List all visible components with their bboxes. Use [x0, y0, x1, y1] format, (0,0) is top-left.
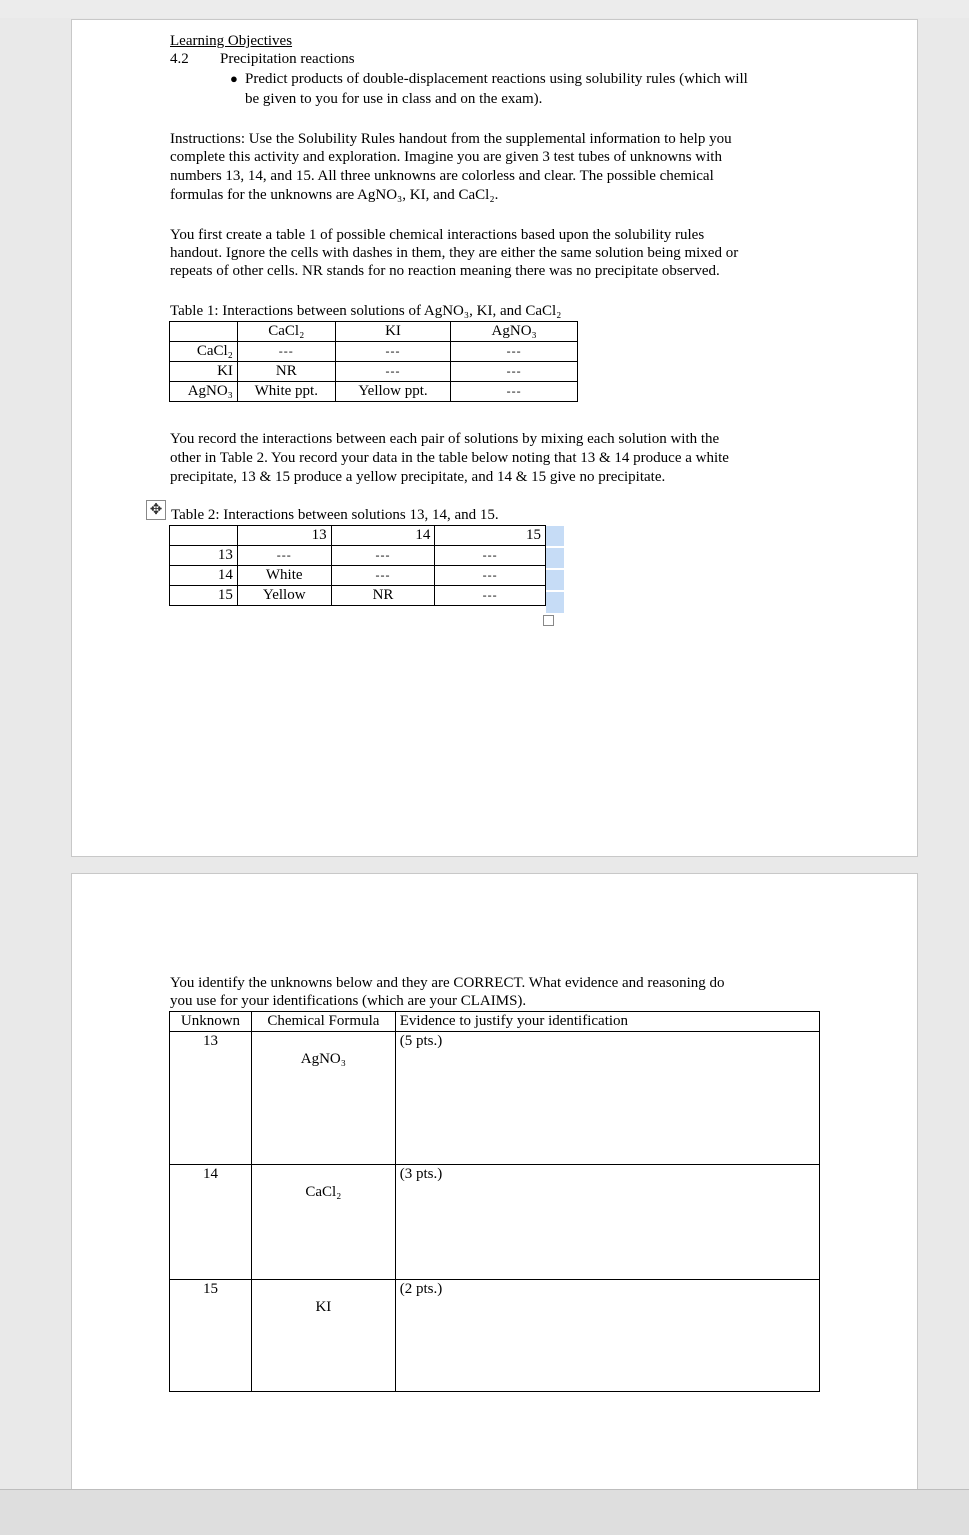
- table1-intro-line-2: handout. Ignore the cells with dashes in them, they are either the same solution being mixed or: [170, 245, 739, 261]
- table2-cell[interactable]: ---: [435, 566, 546, 586]
- table1-cell: ---: [335, 342, 451, 362]
- table2-intro-line-3: precipitate, 13 & 15 produce a yellow precipitate, and 14 & 15 give no precipitate.: [170, 469, 666, 485]
- instructions-line-3: numbers 13, 14, and 15. All three unknowns are colorless and clear. The possible chemical: [170, 168, 714, 184]
- table1-intro-line-3: repeats of other cells. NR stands for no reaction meaning there was no precipitate observed.: [170, 263, 720, 279]
- table2-caption: Table 2: Interactions between solutions 13, 14, and 15.: [171, 507, 499, 523]
- selection-highlight: [546, 526, 564, 546]
- table1-col-header: KI: [335, 322, 451, 342]
- objective-bullet-line-2: be given to you for use in class and on the exam).: [245, 91, 543, 107]
- table3-unknown: 13: [170, 1032, 252, 1165]
- table3-row: [170, 1165, 820, 1280]
- table2-cell[interactable]: White: [237, 566, 331, 586]
- table1-row: [170, 382, 578, 402]
- table2-intro-line-2: other in Table 2. You record your data in the table below noting that 13 & 14 produce a white: [170, 450, 729, 466]
- table2-row: [170, 586, 546, 606]
- selection-highlight: [546, 592, 564, 613]
- instructions-line-1: Instructions: Use the Solubility Rules handout from the supplemental information to help you: [170, 131, 732, 147]
- table2-cell[interactable]: ---: [435, 546, 546, 566]
- table1-cell: ---: [451, 382, 578, 402]
- table1-header-row: [170, 322, 578, 342]
- window-top-bar: [0, 0, 969, 18]
- table1-cell: Yellow ppt.: [335, 382, 451, 402]
- table1-col-header: AgNO₃: [451, 322, 578, 342]
- table1-row: [170, 342, 578, 362]
- table2-row-label[interactable]: 13: [170, 546, 238, 566]
- identify-intro-line-2: you use for your identifications (which are your CLAIMS).: [170, 993, 527, 1009]
- objective-number: 4.2: [170, 51, 189, 67]
- table-1: [169, 321, 578, 402]
- objective-topic: Precipitation reactions: [220, 51, 355, 67]
- table3-row: [170, 1280, 820, 1392]
- table-3: [169, 1011, 820, 1392]
- table2-col-header[interactable]: 14: [331, 526, 435, 546]
- table1-cell: ---: [451, 362, 578, 382]
- table2-col-header[interactable]: 13: [237, 526, 331, 546]
- objectives-heading: Learning Objectives: [170, 33, 293, 49]
- table3-header-row: [170, 1012, 820, 1032]
- table1-row: [170, 362, 578, 382]
- table3-unknown: 14: [170, 1165, 252, 1280]
- table2-cell[interactable]: Yellow: [237, 586, 331, 606]
- table2-cell[interactable]: ---: [435, 586, 546, 606]
- table3-unknown: 15: [170, 1280, 252, 1392]
- table1-cell: ---: [237, 342, 335, 362]
- table3-formula: CaCl₂: [251, 1165, 395, 1280]
- table-resize-handle[interactable]: [543, 615, 554, 626]
- selection-highlight: [546, 570, 564, 590]
- table1-cell: ---: [335, 362, 451, 382]
- table1-cell: NR: [237, 362, 335, 382]
- table2-col-header[interactable]: 15: [435, 526, 546, 546]
- table2-cell[interactable]: NR: [331, 586, 435, 606]
- table3-formula: KI: [251, 1280, 395, 1392]
- table2-cell[interactable]: ---: [331, 546, 435, 566]
- table2-corner-cell[interactable]: [170, 526, 238, 546]
- table2-row-label[interactable]: 15: [170, 586, 238, 606]
- table1-corner-cell: [170, 322, 238, 342]
- selection-highlight: [546, 548, 564, 568]
- identify-intro-line-1: You identify the unknowns below and they are CORRECT. What evidence and reasoning do: [170, 975, 725, 991]
- table3-formula: AgNO₃: [251, 1032, 395, 1165]
- table1-cell: White ppt.: [237, 382, 335, 402]
- table2-intro-line-1: You record the interactions between each pair of solutions by mixing each solution with the: [170, 431, 720, 447]
- table3-row: [170, 1032, 820, 1165]
- table1-caption: Table 1: Interactions between solutions of AgNO₃, KI, and CaCl₂: [170, 303, 562, 319]
- instructions-line-4: formulas for the unknowns are AgNO₃, KI, and CaCl₂.: [170, 187, 499, 203]
- table3-col-header: Chemical Formula: [251, 1012, 395, 1032]
- table3-col-header: Unknown: [170, 1012, 252, 1032]
- table3-evidence-points[interactable]: (2 pts.): [395, 1280, 819, 1392]
- table1-row-label: AgNO₃: [170, 382, 238, 402]
- table1-intro-line-1: You first create a table 1 of possible chemical interactions based upon the solubility rules: [170, 227, 705, 243]
- table2-cell[interactable]: ---: [331, 566, 435, 586]
- table-move-handle-icon[interactable]: ✥: [146, 500, 166, 520]
- table3-col-header: Evidence to justify your identification: [395, 1012, 819, 1032]
- table1-col-header: CaCl₂: [237, 322, 335, 342]
- window-bottom-bar: [0, 1489, 969, 1535]
- table3-evidence-points[interactable]: (3 pts.): [395, 1165, 819, 1280]
- table1-row-label: KI: [170, 362, 238, 382]
- table-2[interactable]: [169, 525, 546, 606]
- instructions-line-2: complete this activity and exploration. Imagine you are given 3 test tubes of unknowns with: [170, 149, 722, 165]
- table1-cell: ---: [451, 342, 578, 362]
- table2-header-row: [170, 526, 546, 546]
- objective-bullet-line-1: Predict products of double-displacement reactions using solubility rules (which will: [245, 71, 748, 87]
- table3-evidence-points[interactable]: (5 pts.): [395, 1032, 819, 1165]
- table1-row-label: CaCl₂: [170, 342, 238, 362]
- table2-row: [170, 566, 546, 586]
- bullet-icon: ●: [230, 71, 238, 86]
- table2-cell[interactable]: ---: [237, 546, 331, 566]
- table2-row-label[interactable]: 14: [170, 566, 238, 586]
- table2-row: [170, 546, 546, 566]
